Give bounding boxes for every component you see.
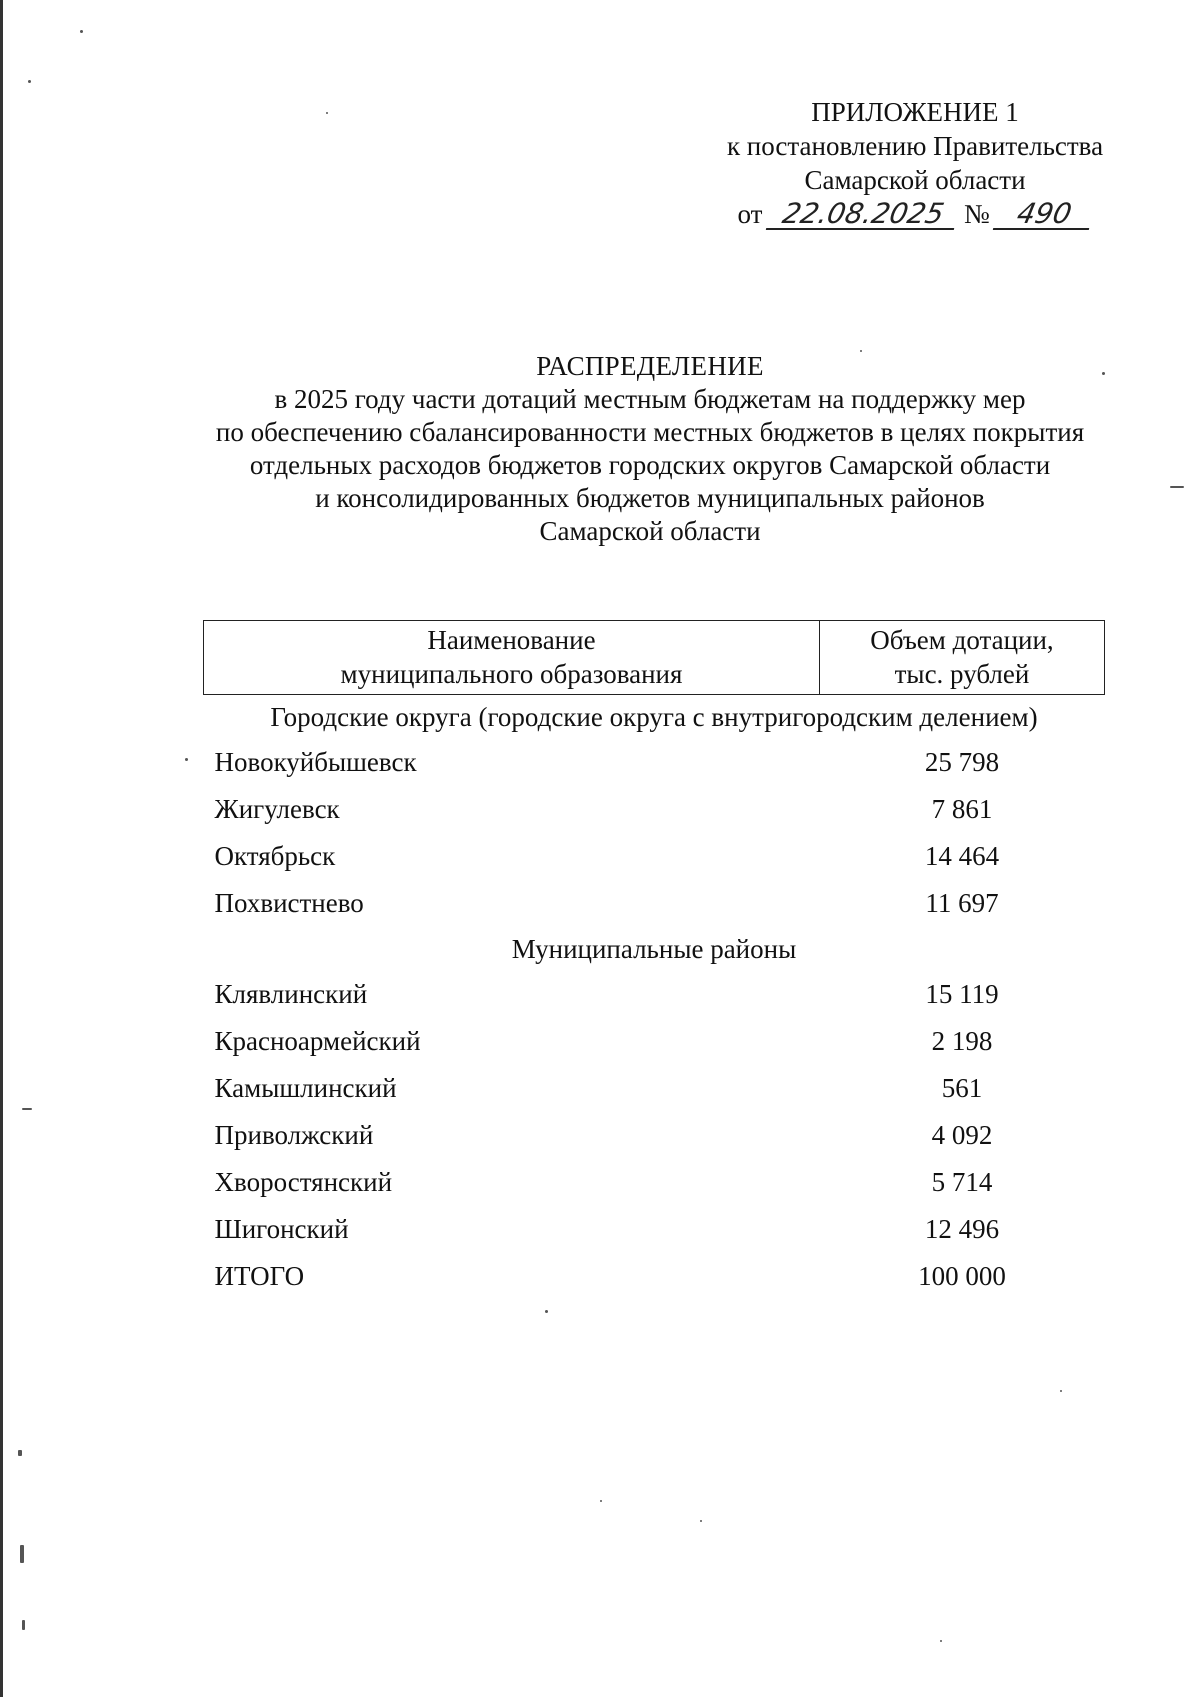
appendix-line-1: к постановлению Правительства (726, 131, 1104, 161)
row-value: 4 092 (931, 1120, 993, 1150)
title-line: в 2025 году части дотаций местным бюджетам на поддержку мер (274, 384, 1026, 414)
scan-speck (545, 1310, 548, 1313)
section-title: Муниципальные районы (511, 933, 797, 964)
table-row (204, 1065, 1105, 1112)
header-amount-line: тыс. рублей (894, 659, 1030, 689)
total-value: 100 000 (918, 1260, 1006, 1291)
row-name: Приволжский (214, 1120, 374, 1150)
row-value: 14 464 (924, 841, 1000, 871)
row-value: 5 714 (931, 1167, 993, 1197)
scan-speck (22, 1108, 32, 1110)
row-name: Камышлинский (214, 1073, 397, 1103)
section-title: Городские округа (городские округа с внутригородским делением) (270, 701, 1038, 732)
table-row (204, 833, 1105, 880)
number-sign: № (963, 199, 990, 229)
table-row (204, 1206, 1105, 1253)
scan-speck (860, 350, 862, 352)
section-row (204, 695, 1105, 740)
date-prefix: от (737, 199, 763, 229)
appendix-header (680, 95, 1150, 231)
distribution-table (203, 620, 1105, 1299)
total-label: ИТОГО (214, 1260, 305, 1291)
table-row (204, 739, 1105, 786)
row-name: Новокуйбышевск (214, 747, 417, 777)
scan-speck (326, 112, 328, 114)
row-value: 12 496 (924, 1214, 1000, 1244)
header-name-line: Наименование (427, 625, 596, 655)
appendix-line-2: Самарской области (804, 165, 1026, 195)
title-line: по обеспечению сбалансированности местных бюджетов в целях покрытия (215, 417, 1085, 447)
header-name (204, 621, 820, 695)
row-name: Октябрьск (214, 841, 336, 871)
scan-speck (1102, 372, 1105, 375)
scan-speck (700, 1520, 702, 1522)
handwritten-number: 490 (993, 200, 1095, 230)
handwritten-date: 22.08.2025 (766, 200, 960, 230)
title-line: отдельных расходов бюджетов городских округов Самарской области (249, 450, 1051, 480)
row-name: Шигонский (214, 1214, 349, 1244)
appendix-date-number (680, 197, 1150, 231)
row-name: Красноармейский (214, 1026, 421, 1056)
table-row (204, 880, 1105, 927)
row-value: 15 119 (925, 979, 999, 1009)
document-title (180, 350, 1120, 548)
table-header-row (204, 621, 1105, 695)
title-line: и консолидированных бюджетов муниципальных районов (315, 483, 985, 513)
row-name: Хворостянский (214, 1167, 393, 1197)
scan-speck (18, 1450, 22, 1456)
row-name: Клявлинский (214, 979, 368, 1009)
scan-speck (1060, 1390, 1062, 1392)
scan-speck (940, 1640, 942, 1642)
scan-edge (0, 0, 3, 1697)
row-value: 561 (941, 1073, 983, 1103)
table-row (204, 1112, 1105, 1159)
appendix-title: ПРИЛОЖЕНИЕ 1 (811, 97, 1019, 127)
table-row (204, 1018, 1105, 1065)
scan-speck (28, 80, 31, 83)
row-value: 7 861 (931, 794, 993, 824)
row-value: 25 798 (924, 747, 1000, 777)
table-row (204, 786, 1105, 833)
title-heading: РАСПРЕДЕЛЕНИЕ (536, 351, 764, 381)
title-line: Самарской области (539, 516, 761, 546)
scan-speck (185, 758, 188, 761)
row-name: Жигулевск (214, 794, 340, 824)
row-value: 2 198 (931, 1026, 993, 1056)
row-name: Похвистнево (214, 888, 364, 918)
section-row (204, 927, 1105, 971)
header-amount-line: Объем дотации, (870, 625, 1054, 655)
scan-speck (22, 1620, 25, 1630)
scan-speck (600, 1500, 602, 1502)
total-row (204, 1253, 1105, 1299)
header-amount (819, 621, 1104, 695)
table-row (204, 971, 1105, 1018)
scan-speck (1170, 486, 1184, 488)
header-name-line: муниципального образования (340, 659, 683, 689)
table-row (204, 1159, 1105, 1206)
row-value: 11 697 (925, 888, 999, 918)
scan-speck (80, 30, 83, 33)
scan-speck (20, 1545, 24, 1563)
